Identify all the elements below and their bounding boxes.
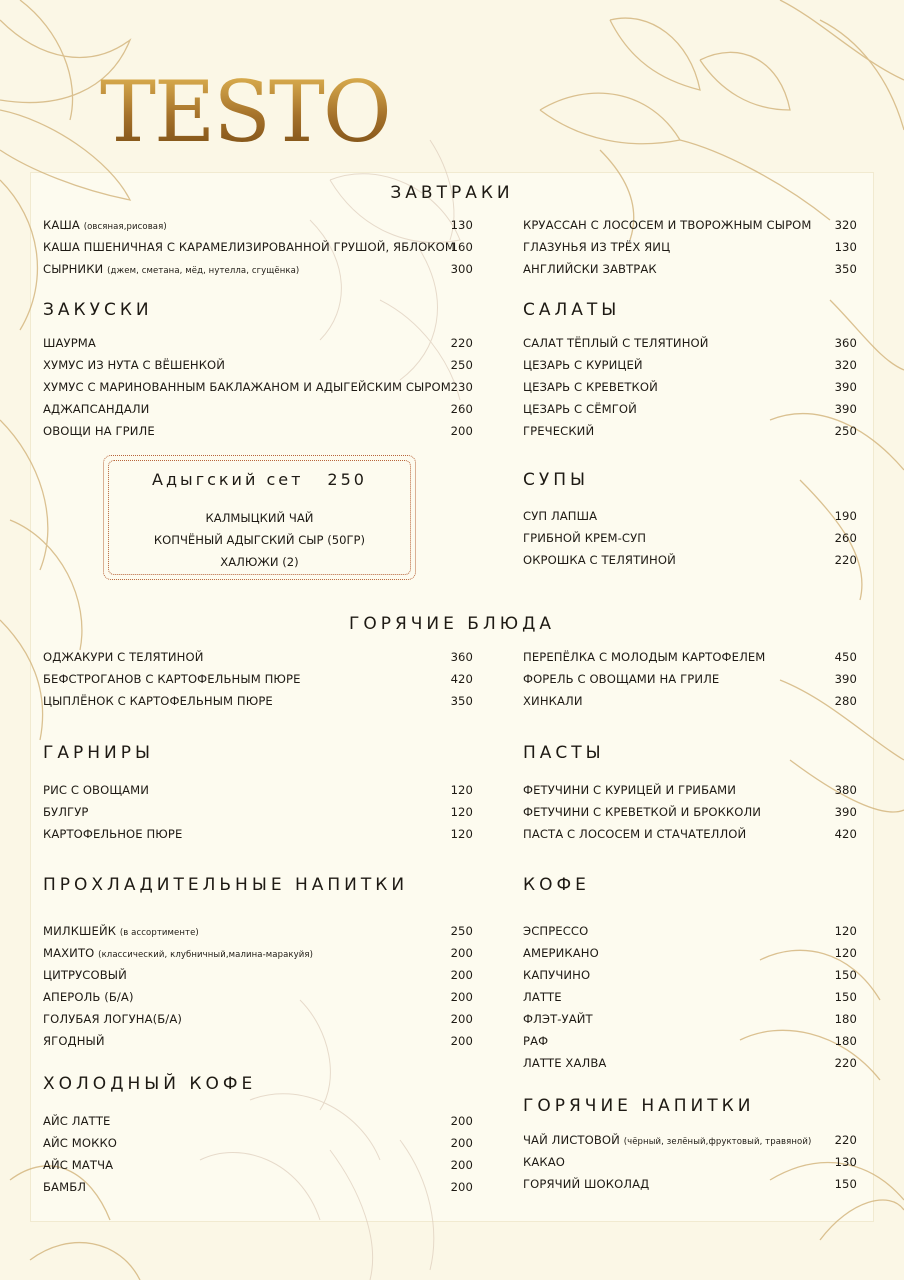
menu-item bbox=[43, 236, 473, 258]
menu-list-hot-right bbox=[523, 646, 857, 712]
section-title-breakfast: ЗАВТРАКИ bbox=[390, 183, 514, 203]
menu-item-price: 120 bbox=[450, 783, 473, 797]
menu-item-name: ХИНКАЛИ bbox=[523, 694, 583, 708]
menu-item-name: ШАУРМА bbox=[43, 336, 96, 350]
menu-item-price: 180 bbox=[834, 1012, 857, 1026]
menu-item-price: 120 bbox=[834, 924, 857, 938]
menu-item-name: ЛАТТЕ ХАЛВА bbox=[523, 1056, 607, 1070]
menu-item-name: ЦЕЗАРЬ С КУРИЦЕЙ bbox=[523, 358, 643, 372]
menu-item-note: (джем, сметана, мёд, нутелла, сгущёнка) bbox=[107, 266, 300, 276]
menu-item-name: КАПУЧИНО bbox=[523, 968, 591, 982]
menu-item-price: 120 bbox=[834, 946, 857, 960]
menu-item bbox=[43, 646, 473, 668]
menu-item-price: 450 bbox=[834, 650, 857, 664]
menu-item-name: РИС С ОВОЩАМИ bbox=[43, 783, 150, 797]
section-title-cold-drinks: ПРОХЛАДИТЕЛЬНЫЕ НАПИТКИ bbox=[43, 875, 409, 895]
menu-item bbox=[523, 549, 857, 571]
menu-item bbox=[523, 801, 857, 823]
menu-item-price: 200 bbox=[450, 1158, 473, 1172]
menu-item bbox=[523, 236, 857, 258]
menu-item bbox=[43, 1154, 473, 1176]
adyghe-set-title: Адыгский сет bbox=[152, 470, 304, 489]
menu-item-price: 260 bbox=[834, 531, 857, 545]
section-title-coffee: КОФЕ bbox=[523, 875, 590, 895]
menu-item-price: 200 bbox=[450, 1034, 473, 1048]
menu-item-price: 320 bbox=[834, 218, 857, 232]
menu-item-name: ГРЕЧЕСКИЙ bbox=[523, 424, 595, 438]
menu-list-salads bbox=[523, 332, 857, 442]
menu-item bbox=[523, 646, 857, 668]
menu-item bbox=[43, 690, 473, 712]
menu-item bbox=[43, 332, 473, 354]
menu-item bbox=[523, 1151, 857, 1173]
menu-item-name: ЦИТРУСОВЫЙ bbox=[43, 968, 127, 982]
menu-item-note: (классический, клубничный,малина-маракуйя) bbox=[98, 950, 314, 960]
menu-item bbox=[523, 420, 857, 442]
menu-list-coffee bbox=[523, 920, 857, 1074]
menu-item-name: ФЕТУЧИНИ С КУРИЦЕЙ И ГРИБАМИ bbox=[523, 783, 737, 797]
section-title-salads: САЛАТЫ bbox=[523, 300, 621, 320]
menu-item bbox=[43, 668, 473, 690]
menu-item-note: (овсяная,рисовая) bbox=[83, 222, 167, 232]
menu-item bbox=[43, 920, 473, 942]
menu-item bbox=[523, 1008, 857, 1030]
menu-item-price: 360 bbox=[834, 336, 857, 350]
menu-list-snacks bbox=[43, 332, 473, 442]
menu-item bbox=[523, 258, 857, 280]
menu-item-name: САЛАТ ТЁПЛЫЙ С ТЕЛЯТИНОЙ bbox=[523, 336, 709, 350]
menu-item-note: (чёрный, зелёный,фруктовый, травяной) bbox=[623, 1137, 812, 1147]
menu-item bbox=[523, 779, 857, 801]
menu-item-name: ФЕТУЧИНИ С КРЕВЕТКОЙ И БРОККОЛИ bbox=[523, 805, 762, 819]
menu-item-name: ХУМУС С МАРИНОВАННЫМ БАКЛАЖАНОМ И АДЫГЕЙСКИМ СЫРОМ bbox=[43, 380, 451, 394]
menu-item-name: ЭСПРЕССО bbox=[523, 924, 589, 938]
menu-item-price: 420 bbox=[834, 827, 857, 841]
menu-item-price: 180 bbox=[834, 1034, 857, 1048]
menu-item bbox=[523, 823, 857, 845]
menu-item bbox=[523, 1052, 857, 1074]
menu-item-price: 200 bbox=[450, 946, 473, 960]
section-title-iced-coffee: ХОЛОДНЫЙ КОФЕ bbox=[43, 1074, 257, 1094]
menu-item-name: АНГЛИЙСКИ ЗАВТРАК bbox=[523, 262, 657, 276]
menu-item-name: ГОРЯЧИЙ ШОКОЛАД bbox=[523, 1177, 650, 1191]
menu-item-note: (в ассортименте) bbox=[119, 928, 199, 938]
menu-item-price: 150 bbox=[834, 1177, 857, 1191]
menu-item bbox=[523, 332, 857, 354]
menu-item-name: ГОЛУБАЯ ЛОГУНА(Б/А) bbox=[43, 1012, 182, 1026]
menu-item bbox=[43, 398, 473, 420]
menu-item-name: ГЛАЗУНЬЯ ИЗ ТРЁХ ЯИЦ bbox=[523, 240, 671, 254]
menu-item bbox=[523, 964, 857, 986]
menu-item bbox=[43, 1176, 473, 1198]
menu-item-price: 120 bbox=[450, 805, 473, 819]
menu-item-name: АМЕРИКАНО bbox=[523, 946, 599, 960]
menu-item-name: КАША bbox=[43, 218, 80, 232]
menu-item bbox=[43, 823, 473, 845]
menu-item-price: 250 bbox=[450, 924, 473, 938]
menu-item-price: 350 bbox=[450, 694, 473, 708]
adyghe-set-item: КОПЧЁНЫЙ АДЫГСКИЙ СЫР (50ГР) bbox=[153, 533, 366, 547]
menu-item-name: АПЕРОЛЬ (Б/А) bbox=[43, 990, 134, 1004]
menu-item-price: 200 bbox=[450, 968, 473, 982]
menu-item-name: БАМБЛ bbox=[43, 1180, 87, 1194]
menu-item-name: КАША ПШЕНИЧНАЯ С КАРАМЕЛИЗИРОВАННОЙ ГРУШОЙ, ЯБЛОКОМ bbox=[43, 240, 455, 254]
menu-item-name: КРУАССАН С ЛОСОСЕМ И ТВОРОЖНЫМ СЫРОМ bbox=[523, 218, 812, 232]
menu-item-name: ФЛЭТ-УАЙТ bbox=[523, 1012, 593, 1026]
menu-item bbox=[43, 1110, 473, 1132]
menu-item bbox=[43, 376, 473, 398]
menu-item-name: КАКАО bbox=[523, 1155, 565, 1169]
menu-item bbox=[43, 420, 473, 442]
menu-item-price: 320 bbox=[834, 358, 857, 372]
section-title-snacks: ЗАКУСКИ bbox=[43, 300, 153, 320]
menu-list-hot-left bbox=[43, 646, 473, 712]
menu-list-hot-drinks bbox=[523, 1129, 857, 1195]
menu-item-price: 300 bbox=[450, 262, 473, 276]
menu-item-price: 200 bbox=[450, 1114, 473, 1128]
menu-item-price: 230 bbox=[450, 380, 473, 394]
menu-item-name: АЙС МОККО bbox=[43, 1136, 118, 1150]
menu-list-sides bbox=[43, 779, 473, 845]
menu-item-price: 220 bbox=[834, 1133, 857, 1147]
menu-item-price: 390 bbox=[834, 672, 857, 686]
menu-item bbox=[523, 920, 857, 942]
menu-item-price: 200 bbox=[450, 1180, 473, 1194]
menu-item-name: АЙС МАТЧА bbox=[43, 1158, 114, 1172]
menu-item bbox=[43, 942, 473, 964]
menu-item-name: ЦЕЗАРЬ С СЁМГОЙ bbox=[523, 402, 637, 416]
menu-item-name: ЦЕЗАРЬ С КРЕВЕТКОЙ bbox=[523, 380, 658, 394]
menu-item bbox=[523, 398, 857, 420]
menu-item bbox=[43, 1030, 473, 1052]
menu-item-price: 350 bbox=[834, 262, 857, 276]
menu-item-price: 390 bbox=[834, 402, 857, 416]
menu-item-name: РАФ bbox=[523, 1034, 549, 1048]
section-title-hot-drinks: ГОРЯЧИЕ НАПИТКИ bbox=[523, 1096, 755, 1116]
menu-item bbox=[43, 214, 473, 236]
menu-list-cold-drinks bbox=[43, 920, 473, 1052]
section-title-sides: ГАРНИРЫ bbox=[43, 743, 154, 763]
menu-item-price: 130 bbox=[450, 218, 473, 232]
menu-item-price: 130 bbox=[834, 240, 857, 254]
menu-item bbox=[523, 527, 857, 549]
menu-item-name: ОВОЩИ НА ГРИЛЕ bbox=[43, 424, 155, 438]
menu-item-price: 130 bbox=[834, 1155, 857, 1169]
menu-item-name: БЕФСТРОГАНОВ С КАРТОФЕЛЬНЫМ ПЮРЕ bbox=[43, 672, 301, 686]
menu-item-price: 200 bbox=[450, 1136, 473, 1150]
menu-item-price: 250 bbox=[834, 424, 857, 438]
menu-item-name: ЛАТТЕ bbox=[523, 990, 562, 1004]
menu-item bbox=[43, 1008, 473, 1030]
menu-item-name: ОДЖАКУРИ С ТЕЛЯТИНОЙ bbox=[43, 650, 204, 664]
menu-item-price: 150 bbox=[834, 990, 857, 1004]
adyghe-set-item: ХАЛЮЖИ (2) bbox=[220, 555, 299, 569]
adyghe-set-items bbox=[104, 507, 415, 573]
menu-item-name: ГРИБНОЙ КРЕМ-СУП bbox=[523, 531, 647, 545]
menu-item-name: ХУМУС ИЗ НУТА С ВЁШЕНКОЙ bbox=[43, 358, 226, 372]
adyghe-set-heading bbox=[104, 470, 415, 489]
menu-item-name: ЦЫПЛЁНОК С КАРТОФЕЛЬНЫМ ПЮРЕ bbox=[43, 694, 273, 708]
menu-item bbox=[43, 354, 473, 376]
adyghe-set-box bbox=[103, 455, 416, 580]
menu-list-breakfast-right bbox=[523, 214, 857, 280]
menu-list-soups bbox=[523, 505, 857, 571]
menu-item bbox=[43, 1132, 473, 1154]
menu-item bbox=[523, 1173, 857, 1195]
section-title-soups: СУПЫ bbox=[523, 470, 590, 490]
menu-item-price: 200 bbox=[450, 990, 473, 1004]
menu-item bbox=[523, 668, 857, 690]
menu-item-price: 390 bbox=[834, 380, 857, 394]
menu-item-name: ПАСТА С ЛОСОСЕМ И СТАЧАТЕЛЛОЙ bbox=[523, 827, 747, 841]
menu-list-breakfast-left bbox=[43, 214, 473, 280]
menu-item-name: СУП ЛАПША bbox=[523, 509, 598, 523]
menu-item-price: 390 bbox=[834, 805, 857, 819]
menu-item-price: 280 bbox=[834, 694, 857, 708]
menu-item bbox=[523, 942, 857, 964]
menu-list-pasta bbox=[523, 779, 857, 845]
menu-item bbox=[43, 258, 473, 280]
section-title-pasta: ПАСТЫ bbox=[523, 743, 605, 763]
menu-item-name: ПЕРЕПЁЛКА С МОЛОДЫМ КАРТОФЕЛЕМ bbox=[523, 650, 766, 664]
adyghe-set-price: 250 bbox=[327, 470, 367, 489]
menu-item bbox=[523, 354, 857, 376]
section-title-hot-dishes: ГОРЯЧИЕ БЛЮДА bbox=[348, 614, 556, 634]
menu-item-price: 420 bbox=[450, 672, 473, 686]
menu-item bbox=[43, 801, 473, 823]
brand-logo: TESTO bbox=[100, 63, 390, 161]
menu-item-price: 200 bbox=[450, 424, 473, 438]
menu-item bbox=[523, 505, 857, 527]
menu-item-price: 220 bbox=[834, 1056, 857, 1070]
menu-item bbox=[43, 964, 473, 986]
adyghe-set-item: КАЛМЫЦКИЙ ЧАЙ bbox=[205, 511, 314, 525]
menu-item-name: АЙС ЛАТТЕ bbox=[43, 1114, 111, 1128]
menu-item-name: МАХИТО bbox=[43, 946, 95, 960]
menu-item bbox=[43, 779, 473, 801]
menu-item-price: 220 bbox=[450, 336, 473, 350]
menu-item-name: ЧАЙ ЛИСТОВОЙ bbox=[523, 1133, 620, 1147]
menu-list-iced-coffee bbox=[43, 1110, 473, 1198]
menu-item bbox=[523, 214, 857, 236]
menu-item bbox=[523, 1030, 857, 1052]
menu-item-price: 190 bbox=[834, 509, 857, 523]
menu-item-price: 200 bbox=[450, 1012, 473, 1026]
menu-item bbox=[523, 376, 857, 398]
menu-item-name: КАРТОФЕЛЬНОЕ ПЮРЕ bbox=[43, 827, 183, 841]
menu-item-name: ФОРЕЛЬ С ОВОЩАМИ НА ГРИЛЕ bbox=[523, 672, 720, 686]
menu-item-name: ЯГОДНЫЙ bbox=[43, 1034, 105, 1048]
menu-item bbox=[523, 690, 857, 712]
menu-item-name: БУЛГУР bbox=[43, 805, 89, 819]
menu-item-price: 360 bbox=[450, 650, 473, 664]
menu-item-price: 220 bbox=[834, 553, 857, 567]
menu-item-name: МИЛКШЕЙК bbox=[43, 924, 117, 938]
menu-item-price: 150 bbox=[834, 968, 857, 982]
menu-item-price: 160 bbox=[450, 240, 473, 254]
menu-item bbox=[523, 1129, 857, 1151]
menu-item-price: 120 bbox=[450, 827, 473, 841]
menu-item bbox=[43, 986, 473, 1008]
menu-item-name: СЫРНИКИ bbox=[43, 262, 104, 276]
menu-item-name: ОКРОШКА С ТЕЛЯТИНОЙ bbox=[523, 553, 676, 567]
menu-item-price: 380 bbox=[834, 783, 857, 797]
menu-item bbox=[523, 986, 857, 1008]
menu-item-price: 250 bbox=[450, 358, 473, 372]
menu-item-name: АДЖАПСАНДАЛИ bbox=[43, 402, 150, 416]
menu-item-price: 260 bbox=[450, 402, 473, 416]
